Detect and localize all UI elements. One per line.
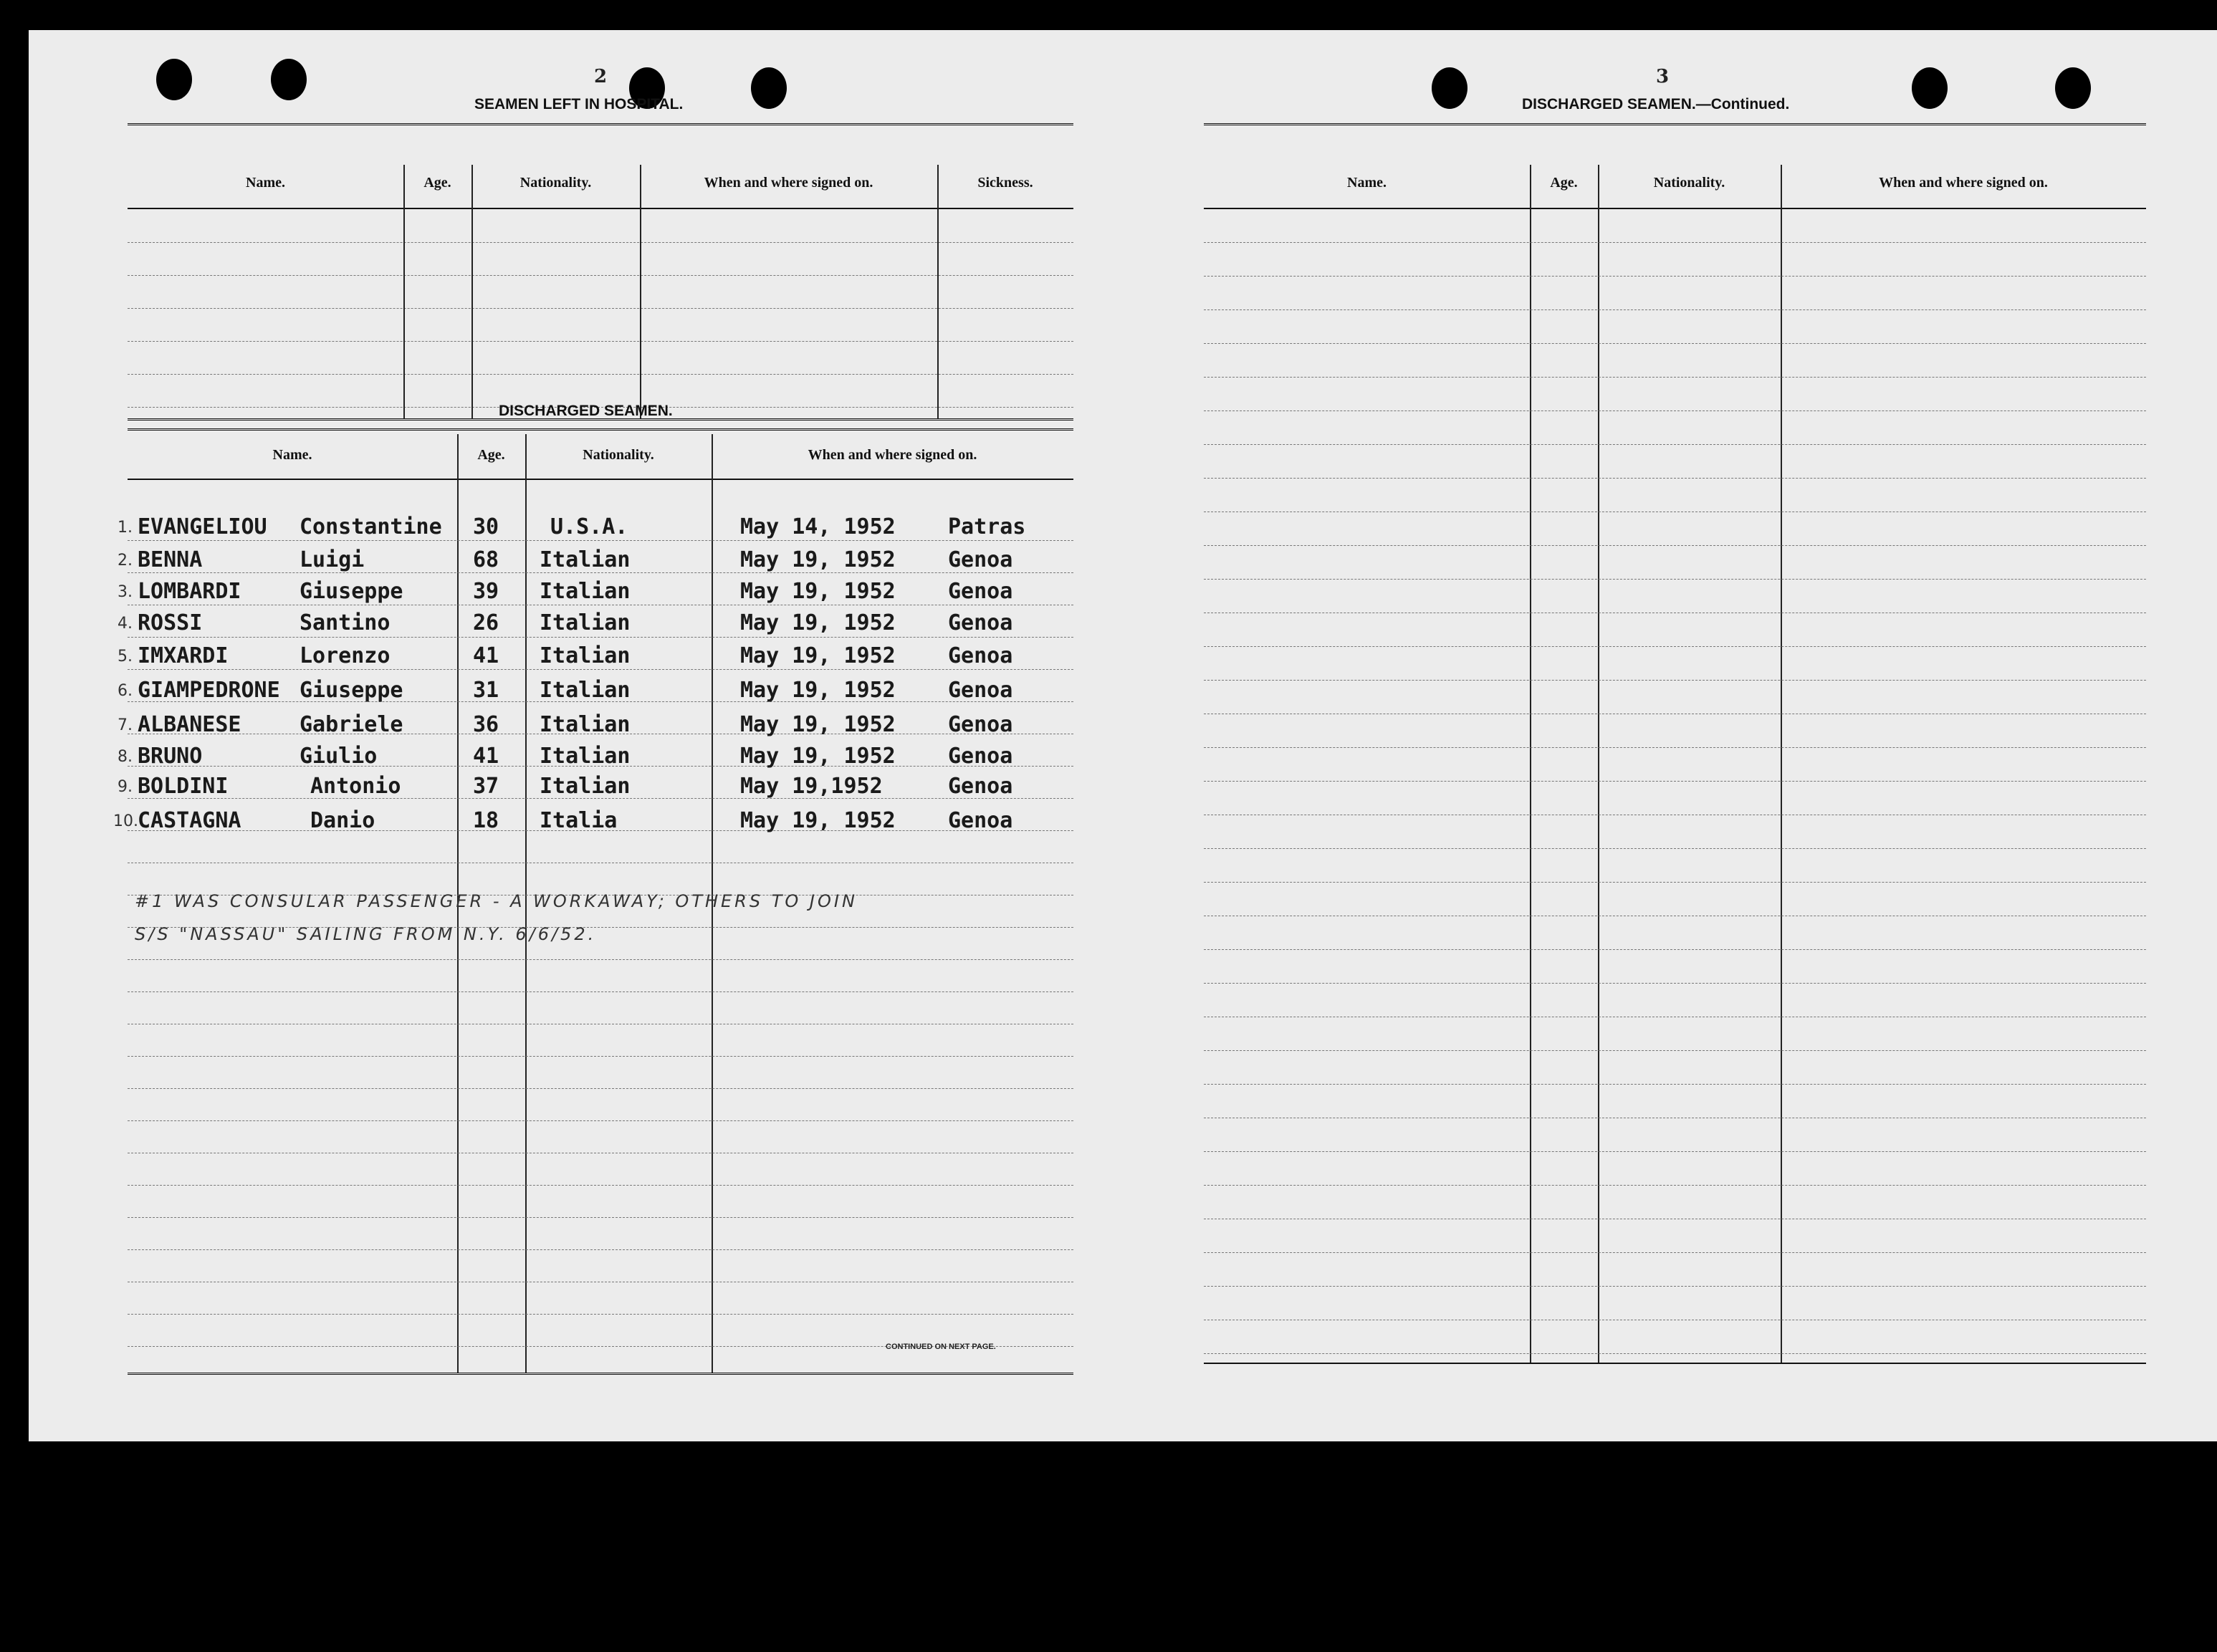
col-name-header: Name. xyxy=(246,175,285,191)
seaman-given-name: Luigi xyxy=(300,547,365,572)
table-row xyxy=(118,643,1073,672)
seaman-surname: CASTAGNA xyxy=(138,808,241,833)
dotted-line xyxy=(1204,1084,2146,1085)
col-age-header: Age. xyxy=(477,447,505,463)
seaman-nationality: Italian xyxy=(540,579,631,604)
seaman-age: 31 xyxy=(473,678,499,703)
dotted-line xyxy=(1204,377,2146,378)
row-number: 10. xyxy=(113,812,138,830)
seaman-age: 36 xyxy=(473,712,499,737)
column-divider xyxy=(1781,165,1782,1363)
dotted-line xyxy=(1204,781,2146,782)
signed-date: May 19,1952 xyxy=(740,774,883,799)
dotted-line xyxy=(1204,882,2146,883)
table-row xyxy=(118,712,1073,741)
header-rule xyxy=(1204,208,2146,209)
signed-place: Genoa xyxy=(948,774,1013,799)
table-row xyxy=(118,744,1073,772)
discharged-header-row xyxy=(128,447,1073,464)
dotted-line xyxy=(1204,983,2146,984)
signed-date: May 19, 1952 xyxy=(740,744,896,769)
signed-date: May 19, 1952 xyxy=(740,610,896,635)
column-divider xyxy=(937,165,939,418)
table-row xyxy=(113,808,1073,837)
col-signed-header: When and where signed on. xyxy=(704,175,873,191)
dotted-line xyxy=(1204,343,2146,344)
seaman-surname: LOMBARDI xyxy=(138,579,241,604)
seaman-nationality: Italian xyxy=(540,547,631,572)
continued-footer: CONTINUED ON NEXT PAGE. xyxy=(886,1343,996,1351)
dotted-line xyxy=(1204,1151,2146,1152)
row-number: 6. xyxy=(118,682,133,700)
row-number: 5. xyxy=(118,648,133,666)
signed-place: Genoa xyxy=(948,643,1013,668)
dotted-line xyxy=(128,1088,1073,1089)
col-nationality-header: Nationality. xyxy=(519,175,592,191)
handwritten-note-line-2: S/S "NASSAU" SAILING FROM N.Y. 6/6/52. xyxy=(135,924,597,944)
signed-place: Genoa xyxy=(948,579,1013,604)
dotted-line xyxy=(128,1314,1073,1315)
seaman-given-name: Gabriele xyxy=(300,712,403,737)
row-number: 9. xyxy=(118,778,133,796)
header-rule xyxy=(128,208,1073,209)
dotted-line xyxy=(128,374,1073,375)
dotted-line xyxy=(1204,1252,2146,1253)
dotted-line xyxy=(1204,848,2146,849)
seaman-nationality: Italian xyxy=(540,712,631,737)
hospital-section-title: SEAMEN LEFT IN HOSPITAL. xyxy=(474,96,684,112)
dotted-line xyxy=(1204,680,2146,681)
dotted-line xyxy=(1204,242,2146,243)
page-number: 3 xyxy=(1655,66,1670,87)
row-number: 8. xyxy=(118,748,133,766)
dotted-line xyxy=(128,1120,1073,1121)
column-divider xyxy=(1598,165,1599,1363)
signed-place: Patras xyxy=(948,514,1026,539)
signed-date: May 19, 1952 xyxy=(740,579,896,604)
seaman-given-name: Giuseppe xyxy=(300,579,403,604)
table-bottom-rule xyxy=(128,1373,1073,1377)
table-top-rule xyxy=(128,428,1073,433)
col-nationality-header: Nationality. xyxy=(1653,175,1725,191)
dotted-line xyxy=(128,1056,1073,1057)
dotted-line xyxy=(1204,1050,2146,1051)
seaman-surname: GIAMPEDRONE xyxy=(138,678,280,703)
signed-date: May 19, 1952 xyxy=(740,808,896,833)
discharged-table xyxy=(113,428,1073,1381)
seaman-nationality: Italian xyxy=(540,678,631,703)
signed-date: May 14, 1952 xyxy=(740,514,896,539)
dotted-line xyxy=(1204,579,2146,580)
table-bottom-rule xyxy=(1204,1363,2146,1364)
seaman-given-name: Lorenzo xyxy=(300,643,391,668)
dotted-line xyxy=(1204,1185,2146,1186)
seaman-age: 41 xyxy=(473,744,499,769)
right-section-title: DISCHARGED SEAMEN.—Continued. xyxy=(1522,96,1790,112)
dotted-line xyxy=(1204,1353,2146,1354)
signed-place: Genoa xyxy=(948,610,1013,635)
table-top-rule xyxy=(1204,123,2146,128)
seaman-age: 18 xyxy=(473,808,499,833)
signed-place: Genoa xyxy=(948,678,1013,703)
signed-place: Genoa xyxy=(948,712,1013,737)
dotted-line xyxy=(128,1249,1073,1250)
row-number: 4. xyxy=(118,615,133,633)
left-page xyxy=(113,30,1073,1391)
column-divider xyxy=(471,165,473,418)
dotted-line xyxy=(128,959,1073,960)
col-age-header: Age. xyxy=(1550,175,1578,191)
row-number: 7. xyxy=(118,716,133,734)
seaman-nationality: Italian xyxy=(540,774,631,799)
seaman-surname: EVANGELIOU xyxy=(138,514,267,539)
col-sickness-header: Sickness. xyxy=(977,175,1033,191)
seaman-nationality: U.S.A. xyxy=(550,514,628,539)
signed-place: Genoa xyxy=(948,547,1013,572)
discharged-section-title: DISCHARGED SEAMEN. xyxy=(499,403,673,419)
seaman-surname: ROSSI xyxy=(138,610,203,635)
discharged-continued-table xyxy=(1204,123,2146,1370)
seaman-given-name: Danio xyxy=(310,808,375,833)
dotted-line xyxy=(1204,444,2146,445)
row-number: 3. xyxy=(118,583,133,601)
col-signed-header: When and where signed on. xyxy=(1879,175,2048,191)
col-name-header: Name. xyxy=(272,447,312,463)
seaman-given-name: Giuseppe xyxy=(300,678,403,703)
signed-date: May 19, 1952 xyxy=(740,643,896,668)
seaman-given-name: Antonio xyxy=(310,774,401,799)
row-number: 1. xyxy=(118,519,133,537)
seaman-age: 37 xyxy=(473,774,499,799)
table-row xyxy=(118,774,1073,802)
seaman-surname: BOLDINI xyxy=(138,774,229,799)
seaman-nationality: Italia xyxy=(540,808,618,833)
header-rule xyxy=(128,479,1073,480)
dotted-line xyxy=(1204,646,2146,647)
dotted-line xyxy=(1204,410,2146,411)
table-row xyxy=(118,678,1073,706)
dotted-line xyxy=(128,1185,1073,1186)
dotted-line xyxy=(128,275,1073,276)
seaman-nationality: Italian xyxy=(540,610,631,635)
dotted-line xyxy=(1204,309,2146,310)
col-nationality-header: Nationality. xyxy=(583,447,654,463)
seaman-age: 39 xyxy=(473,579,499,604)
seaman-age: 26 xyxy=(473,610,499,635)
seaman-surname: IMXARDI xyxy=(138,643,229,668)
seaman-nationality: Italian xyxy=(540,744,631,769)
right-page xyxy=(1204,30,2146,1391)
table-top-rule xyxy=(128,123,1073,128)
seaman-nationality: Italian xyxy=(540,643,631,668)
seaman-given-name: Constantine xyxy=(300,514,442,539)
seaman-surname: ALBANESE xyxy=(138,712,241,737)
dotted-line xyxy=(1204,276,2146,277)
signed-place: Genoa xyxy=(948,744,1013,769)
seaman-given-name: Santino xyxy=(300,610,391,635)
column-divider xyxy=(640,165,641,418)
col-signed-header: When and where signed on. xyxy=(808,447,977,463)
column-divider xyxy=(1530,165,1531,1363)
right-header-row xyxy=(1204,175,2146,191)
dotted-line xyxy=(1204,949,2146,950)
dotted-line xyxy=(128,1217,1073,1218)
seaman-given-name: Giulio xyxy=(300,744,378,769)
hospital-header-row xyxy=(128,175,1073,191)
seaman-surname: BENNA xyxy=(138,547,203,572)
dotted-line xyxy=(1204,478,2146,479)
signed-place: Genoa xyxy=(948,808,1013,833)
table-row xyxy=(118,610,1073,639)
seaman-surname: BRUNO xyxy=(138,744,203,769)
row-number: 2. xyxy=(118,552,133,570)
col-age-header: Age. xyxy=(423,175,451,191)
table-row xyxy=(118,514,1073,543)
col-name-header: Name. xyxy=(1347,175,1387,191)
dotted-line xyxy=(1204,747,2146,748)
hospital-table xyxy=(128,123,1073,424)
seaman-age: 30 xyxy=(473,514,499,539)
handwritten-note-line-1: #1 WAS CONSULAR PASSENGER - A WORKAWAY; OTHERS TO JOIN xyxy=(135,891,858,911)
dotted-line xyxy=(128,341,1073,342)
table-row xyxy=(118,547,1073,576)
signed-date: May 19, 1952 xyxy=(740,547,896,572)
dotted-line xyxy=(128,308,1073,309)
seaman-age: 41 xyxy=(473,643,499,668)
dotted-line xyxy=(128,991,1073,992)
signed-date: May 19, 1952 xyxy=(740,678,896,703)
dotted-line xyxy=(1204,545,2146,546)
column-divider xyxy=(403,165,405,418)
table-row xyxy=(118,579,1073,608)
seaman-age: 68 xyxy=(473,547,499,572)
signed-date: May 19, 1952 xyxy=(740,712,896,737)
document-paper xyxy=(29,30,2217,1441)
page-number: 2 xyxy=(593,66,608,87)
dotted-line xyxy=(128,242,1073,243)
dotted-line xyxy=(1204,1286,2146,1287)
